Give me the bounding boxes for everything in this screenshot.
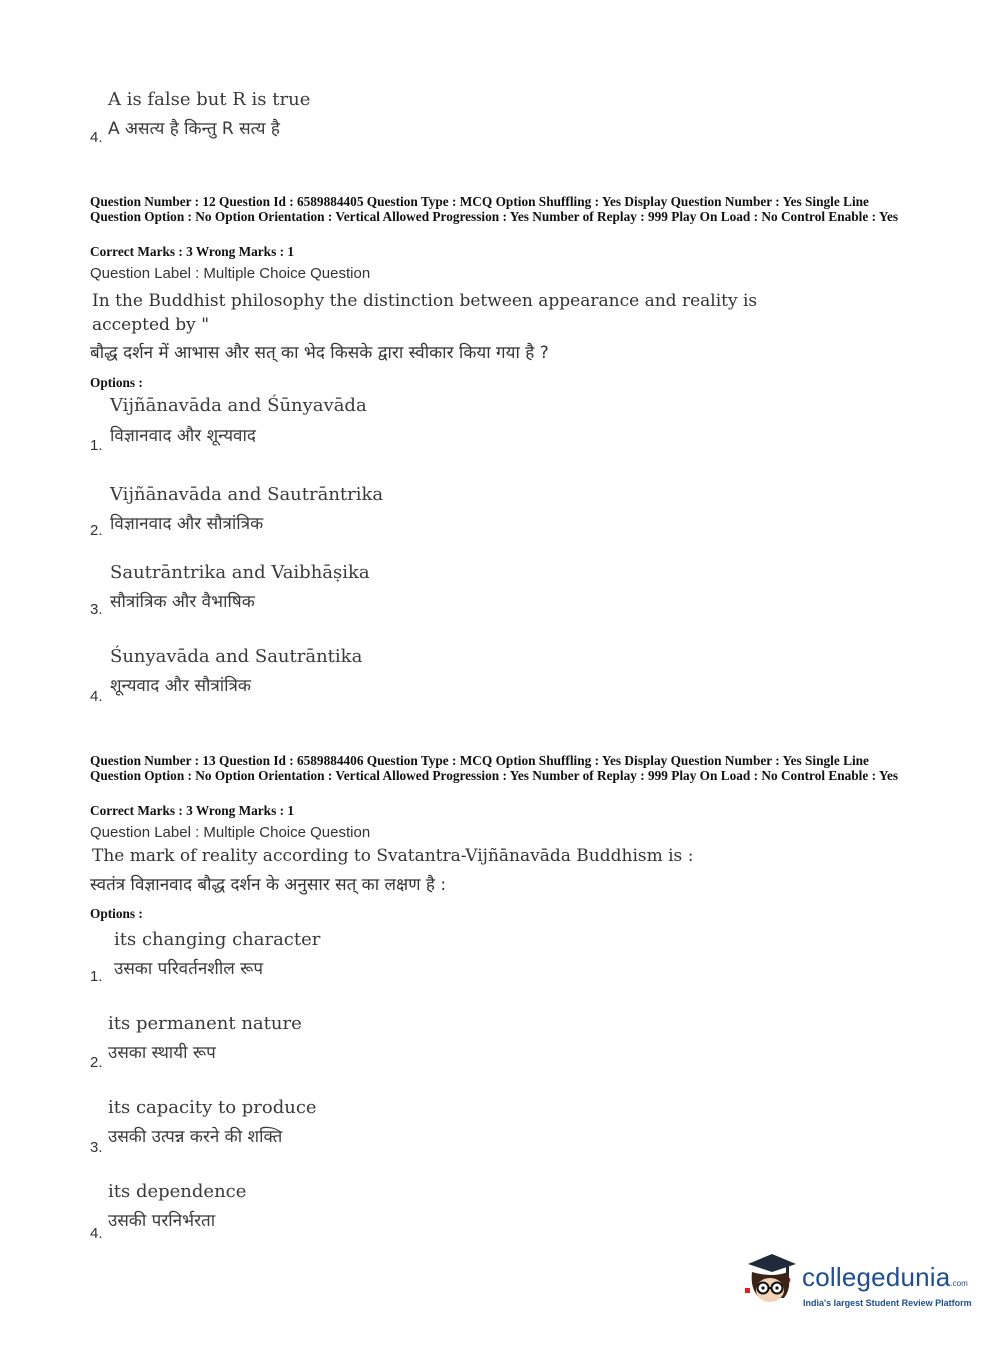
- q13-option-2-hi: उसका स्थायी रूप: [108, 1043, 216, 1063]
- q12-text-hi: बौद्ध दर्शन में आभास और सत् का भेद किसके द्वारा स्वीकार किया गया है ?: [90, 343, 549, 363]
- prev-option-4-en: A is false but R is true: [108, 89, 311, 110]
- q13-marks: Correct Marks : 3 Wrong Marks : 1: [90, 803, 294, 818]
- q13-text-en: The mark of reality according to Svatantra-Vijñānavāda Buddhism is :: [92, 846, 694, 866]
- logo-name: collegedunia: [802, 1262, 951, 1292]
- q12-marks: Correct Marks : 3 Wrong Marks : 1: [90, 244, 294, 259]
- q12-option-4-number: 4.: [90, 688, 103, 705]
- q13-option-2-number: 2.: [90, 1054, 103, 1071]
- q12-option-2-en: Vijñānavāda and Sautrāntrika: [110, 484, 384, 505]
- q12-label: Question Label : Multiple Choice Question: [90, 265, 371, 282]
- q12-option-4-en: Śunyavāda and Sautrāntika: [110, 646, 363, 667]
- prev-option-4-hi: A असत्य है किन्तु R सत्य है: [108, 119, 280, 139]
- q13-option-1-en: its changing character: [114, 929, 321, 950]
- q13-option-2-en: its permanent nature: [108, 1013, 302, 1034]
- q12-option-2-number: 2.: [90, 522, 103, 539]
- q13-option-1-number: 1.: [90, 968, 103, 985]
- q13-options-label: Options :: [90, 906, 143, 921]
- q12-option-1-number: 1.: [90, 437, 103, 454]
- q12-option-1-hi: विज्ञानवाद और शून्यवाद: [110, 426, 256, 446]
- logo-tagline: India's largest Student Review Platform: [803, 1298, 972, 1308]
- prev-option-4-number: 4.: [90, 129, 103, 146]
- q13-option-4-en: its dependence: [108, 1181, 247, 1202]
- q13-option-4-hi: उसकी परनिर्भरता: [108, 1211, 216, 1231]
- q12-text-en-line2: accepted by ": [92, 315, 210, 335]
- q12-option-2-hi: विज्ञानवाद और सौत्रांत्रिक: [110, 514, 264, 534]
- q12-option-1-en: Vijñānavāda and Śūnyavāda: [110, 395, 367, 416]
- q12-meta: Question Number : 12 Question Id : 6589884405 Question Type : MCQ Option Shuffling : Yes Display Question Number : Yes Single Line Question Option : No Option Orientation : Vertical Allowed Progression : Yes Number of Replay : 999 Play On Load : No Control Enable : Yes: [90, 194, 899, 224]
- q13-option-3-hi: उसकी उत्पन्न करने की शक्ति: [108, 1127, 283, 1147]
- q13-text-hi: स्वतंत्र विज्ञानवाद बौद्ध दर्शन के अनुसार सत् का लक्षण है :: [90, 875, 447, 895]
- q12-option-4-hi: शून्यवाद और सौत्रांत्रिक: [110, 676, 251, 696]
- q13-option-3-en: its capacity to produce: [108, 1097, 317, 1118]
- q13-meta: Question Number : 13 Question Id : 6589884406 Question Type : MCQ Option Shuffling : Yes Display Question Number : Yes Single Line Question Option : No Option Orientation : Vertical Allowed Progression : Yes Number of Replay : 999 Play On Load : No Control Enable : Yes: [90, 753, 899, 783]
- q12-text-en-line1: In the Buddhist philosophy the distinction between appearance and reality is: [92, 291, 758, 311]
- q12-option-3-hi: सौत्रांत्रिक और वैभाषिक: [110, 592, 255, 612]
- collegedunia-logo: [802, 1262, 968, 1293]
- q12-option-3-number: 3.: [90, 601, 103, 618]
- q13-label: Question Label : Multiple Choice Question: [90, 824, 371, 841]
- q13-option-3-number: 3.: [90, 1139, 103, 1156]
- logo-suffix: .com: [950, 1279, 968, 1288]
- q12-option-3-en: Sautrāntrika and Vaibhāṣika: [110, 562, 370, 583]
- collegedunia-mascot-icon: [742, 1250, 802, 1310]
- q13-option-4-number: 4.: [90, 1225, 103, 1242]
- q13-option-1-hi: उसका परिवर्तनशील रूप: [114, 959, 264, 979]
- q12-options-label: Options :: [90, 375, 143, 390]
